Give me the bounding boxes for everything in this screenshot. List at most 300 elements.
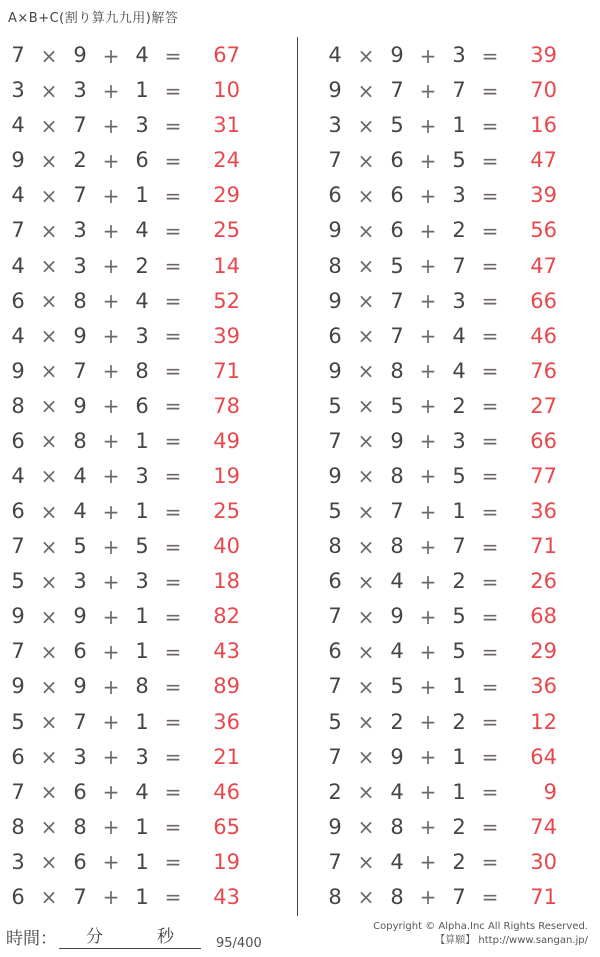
plus-operator: +: [102, 885, 120, 910]
operand-a: 7: [11, 779, 25, 804]
operand-b: 4: [390, 569, 404, 594]
plus-operator: +: [419, 289, 437, 314]
operand-a: 5: [11, 709, 25, 734]
answer-value: 36: [530, 499, 557, 524]
answer-value: 77: [530, 463, 557, 488]
operand-c: 7: [452, 534, 466, 559]
times-operator: ×: [357, 815, 375, 840]
operand-c: 2: [452, 709, 466, 734]
operand-c: 1: [135, 814, 149, 839]
plus-operator: +: [419, 394, 437, 419]
operand-b: 6: [390, 218, 404, 243]
times-operator: ×: [40, 534, 58, 559]
operand-c: 4: [135, 779, 149, 804]
times-operator: ×: [40, 850, 58, 875]
equals-operator: =: [481, 359, 499, 384]
answer-value: 19: [213, 463, 240, 488]
operand-a: 9: [328, 814, 342, 839]
minutes-label: 分: [86, 927, 103, 947]
times-operator: ×: [357, 780, 375, 805]
plus-operator: +: [419, 148, 437, 173]
plus-operator: +: [419, 885, 437, 910]
operand-a: 6: [328, 569, 342, 594]
operand-b: 7: [73, 113, 87, 138]
equals-operator: =: [164, 674, 182, 699]
answer-value: 40: [213, 534, 240, 559]
equation-row: [0, 494, 297, 529]
operand-c: 1: [452, 674, 466, 699]
answer-value: 46: [213, 779, 240, 804]
operand-b: 9: [390, 43, 404, 68]
times-operator: ×: [357, 534, 375, 559]
operand-a: 6: [11, 884, 25, 909]
operand-c: 5: [452, 604, 466, 629]
operand-a: 5: [11, 569, 25, 594]
equals-operator: =: [481, 815, 499, 840]
answer-value: 39: [213, 323, 240, 348]
equation-row: [0, 248, 297, 283]
operand-a: 6: [328, 639, 342, 664]
operand-b: 8: [73, 814, 87, 839]
operand-b: 4: [73, 463, 87, 488]
equals-operator: =: [481, 183, 499, 208]
equals-operator: =: [481, 639, 499, 664]
equation-row: [303, 634, 600, 669]
times-operator: ×: [40, 815, 58, 840]
answer-value: 71: [530, 534, 557, 559]
operand-b: 4: [390, 639, 404, 664]
operand-b: 2: [390, 709, 404, 734]
answer-value: 24: [213, 148, 240, 173]
answer-value: 25: [213, 218, 240, 243]
operand-b: 9: [390, 744, 404, 769]
equation-row: [303, 248, 600, 283]
equals-operator: =: [481, 429, 499, 454]
answer-value: 71: [213, 358, 240, 383]
operand-b: 5: [390, 113, 404, 138]
times-operator: ×: [40, 499, 58, 524]
equals-operator: =: [164, 850, 182, 875]
operand-b: 7: [390, 323, 404, 348]
times-operator: ×: [40, 254, 58, 278]
times-operator: ×: [357, 324, 375, 349]
copyright-block: [373, 920, 588, 948]
equation-row: [0, 38, 297, 73]
operand-a: 7: [328, 744, 342, 769]
equation-row: [0, 669, 297, 704]
equation-row: [303, 424, 600, 459]
answer-value: 39: [530, 183, 557, 208]
equation-row: [303, 284, 600, 319]
equals-operator: =: [481, 464, 499, 489]
plus-operator: +: [102, 780, 120, 805]
equals-operator: =: [481, 780, 499, 805]
operand-b: 7: [73, 183, 87, 208]
equation-row: [0, 389, 297, 424]
times-operator: ×: [40, 745, 58, 770]
times-operator: ×: [357, 569, 375, 594]
operand-a: 8: [328, 884, 342, 909]
plus-operator: +: [419, 43, 437, 68]
answer-value: 46: [530, 323, 557, 348]
operand-c: 2: [452, 849, 466, 874]
plus-operator: +: [102, 78, 120, 103]
operand-a: 5: [328, 709, 342, 734]
plus-operator: +: [102, 218, 120, 243]
equation-row: [303, 178, 600, 213]
plus-operator: +: [102, 289, 120, 314]
operand-a: 4: [11, 463, 25, 488]
answer-value: 52: [213, 288, 240, 313]
answer-value: 29: [530, 639, 557, 664]
operand-a: 9: [11, 674, 25, 699]
answer-value: 68: [530, 604, 557, 629]
answer-value: 9: [543, 779, 557, 804]
plus-operator: +: [102, 815, 120, 840]
times-operator: ×: [357, 183, 375, 208]
answer-value: 82: [213, 604, 240, 629]
operand-b: 6: [73, 639, 87, 664]
plus-operator: +: [419, 499, 437, 524]
equals-operator: =: [481, 745, 499, 770]
operand-c: 4: [135, 288, 149, 313]
operand-c: 2: [452, 814, 466, 839]
equation-row: [303, 319, 600, 354]
answer-value: 18: [213, 569, 240, 594]
answer-value: 25: [213, 499, 240, 524]
equation-row: [0, 143, 297, 178]
equals-operator: =: [164, 324, 182, 349]
operand-b: 9: [73, 393, 87, 418]
equals-operator: =: [164, 394, 182, 419]
equation-row: [303, 704, 600, 739]
times-operator: ×: [40, 885, 58, 910]
times-operator: ×: [357, 148, 375, 173]
operand-c: 1: [135, 604, 149, 629]
operand-c: 3: [135, 463, 149, 488]
operand-b: 6: [73, 779, 87, 804]
operand-b: 9: [390, 428, 404, 453]
answer-value: 12: [530, 709, 557, 734]
times-operator: ×: [40, 148, 58, 173]
operand-c: 6: [135, 393, 149, 418]
time-entry-area: [6, 922, 201, 949]
operand-c: 5: [135, 534, 149, 559]
answer-value: 56: [530, 218, 557, 243]
times-operator: ×: [357, 710, 375, 735]
plus-operator: +: [102, 429, 120, 454]
answer-value: 36: [530, 674, 557, 699]
operand-c: 3: [135, 323, 149, 348]
equation-row: [0, 599, 297, 634]
operand-b: 7: [390, 499, 404, 524]
operand-b: 6: [73, 849, 87, 874]
operand-b: 9: [73, 43, 87, 68]
operand-c: 8: [135, 674, 149, 699]
operand-a: 4: [11, 113, 25, 138]
answer-value: 74: [530, 814, 557, 839]
answer-value: 78: [213, 393, 240, 418]
plus-operator: +: [102, 183, 120, 208]
plus-operator: +: [419, 710, 437, 735]
operand-a: 5: [328, 393, 342, 418]
times-operator: ×: [40, 464, 58, 489]
answer-value: 49: [213, 428, 240, 453]
equals-operator: =: [481, 885, 499, 910]
plus-operator: +: [102, 324, 120, 349]
operand-a: 9: [11, 148, 25, 173]
equation-row: [0, 178, 297, 213]
operand-b: 7: [73, 709, 87, 734]
page-indicator: 95/400: [216, 936, 262, 951]
plus-operator: +: [419, 464, 437, 489]
operand-b: 9: [73, 674, 87, 699]
operand-b: 3: [73, 253, 87, 278]
plus-operator: +: [102, 604, 120, 629]
equation-row: [0, 810, 297, 845]
equals-operator: =: [481, 254, 499, 278]
plus-operator: +: [102, 639, 120, 664]
answer-value: 26: [530, 569, 557, 594]
equals-operator: =: [164, 254, 182, 278]
equation-row: [303, 143, 600, 178]
equals-operator: =: [164, 710, 182, 735]
copyright-line2: 【算願】 http://www.sangan.jp/: [435, 935, 588, 946]
answer-value: 14: [213, 253, 240, 278]
equals-operator: =: [481, 148, 499, 173]
plus-operator: +: [419, 359, 437, 384]
times-operator: ×: [40, 674, 58, 699]
equation-row: [0, 775, 297, 810]
operand-c: 2: [452, 569, 466, 594]
operand-a: 6: [328, 323, 342, 348]
plus-operator: +: [419, 639, 437, 664]
times-operator: ×: [357, 464, 375, 489]
operand-b: 7: [73, 358, 87, 383]
plus-operator: +: [419, 429, 437, 454]
operand-b: 3: [73, 78, 87, 103]
equation-row: [0, 459, 297, 494]
operand-b: 4: [73, 499, 87, 524]
plus-operator: +: [419, 780, 437, 805]
plus-operator: +: [419, 815, 437, 840]
operand-b: 4: [390, 849, 404, 874]
operand-c: 1: [452, 779, 466, 804]
equals-operator: =: [481, 78, 499, 103]
operand-c: 1: [135, 709, 149, 734]
answer-value: 19: [213, 849, 240, 874]
equals-operator: =: [164, 499, 182, 524]
operand-b: 8: [390, 358, 404, 383]
equation-row: [303, 564, 600, 599]
times-operator: ×: [40, 394, 58, 419]
times-operator: ×: [40, 639, 58, 664]
times-operator: ×: [40, 780, 58, 805]
operand-b: 5: [390, 674, 404, 699]
operand-c: 1: [135, 499, 149, 524]
operand-a: 7: [11, 639, 25, 664]
times-operator: ×: [357, 394, 375, 419]
answer-value: 21: [213, 744, 240, 769]
equals-operator: =: [164, 43, 182, 68]
operand-a: 8: [11, 393, 25, 418]
operand-c: 1: [135, 78, 149, 103]
times-operator: ×: [357, 604, 375, 629]
equation-row: [0, 740, 297, 775]
operand-b: 8: [73, 428, 87, 453]
operand-a: 5: [328, 499, 342, 524]
answer-value: 27: [530, 393, 557, 418]
times-operator: ×: [40, 289, 58, 314]
equation-row: [0, 564, 297, 599]
plus-operator: +: [419, 113, 437, 138]
operand-a: 9: [328, 288, 342, 313]
operand-c: 8: [135, 358, 149, 383]
times-operator: ×: [357, 499, 375, 524]
operand-b: 5: [390, 253, 404, 278]
answer-value: 47: [530, 253, 557, 278]
times-operator: ×: [40, 429, 58, 454]
operand-b: 8: [390, 534, 404, 559]
operand-b: 3: [73, 569, 87, 594]
operand-b: 5: [73, 534, 87, 559]
page-title: A×B+C(割り算九九用)解答: [8, 11, 179, 26]
operand-c: 3: [135, 569, 149, 594]
plus-operator: +: [102, 674, 120, 699]
times-operator: ×: [357, 78, 375, 103]
answer-value: 70: [530, 78, 557, 103]
equals-operator: =: [481, 218, 499, 243]
equation-row: [303, 845, 600, 880]
equals-operator: =: [164, 569, 182, 594]
plus-operator: +: [419, 850, 437, 875]
equation-row: [0, 529, 297, 564]
operand-c: 1: [452, 744, 466, 769]
equals-operator: =: [164, 78, 182, 103]
operand-a: 6: [328, 183, 342, 208]
operand-c: 6: [135, 148, 149, 173]
times-operator: ×: [357, 639, 375, 664]
answer-value: 43: [213, 639, 240, 664]
times-operator: ×: [40, 43, 58, 68]
answer-value: 29: [213, 183, 240, 208]
operand-c: 3: [135, 113, 149, 138]
plus-operator: +: [419, 78, 437, 103]
equation-row: [0, 213, 297, 248]
equation-column-right: [303, 38, 600, 915]
operand-c: 2: [452, 393, 466, 418]
plus-operator: +: [102, 850, 120, 875]
equation-row: [303, 494, 600, 529]
plus-operator: +: [102, 534, 120, 559]
plus-operator: +: [419, 604, 437, 629]
equals-operator: =: [164, 359, 182, 384]
operand-a: 8: [11, 814, 25, 839]
equation-row: [303, 880, 600, 915]
operand-b: 3: [73, 744, 87, 769]
plus-operator: +: [102, 394, 120, 419]
equation-row: [303, 389, 600, 424]
operand-a: 7: [328, 849, 342, 874]
equals-operator: =: [481, 569, 499, 594]
times-operator: ×: [357, 885, 375, 910]
equation-row: [303, 354, 600, 389]
operand-b: 6: [390, 148, 404, 173]
equation-row: [303, 775, 600, 810]
operand-b: 9: [390, 604, 404, 629]
plus-operator: +: [102, 710, 120, 735]
equals-operator: =: [164, 429, 182, 454]
operand-c: 5: [452, 148, 466, 173]
equation-row: [303, 108, 600, 143]
operand-a: 9: [328, 358, 342, 383]
operand-b: 2: [73, 148, 87, 173]
answer-value: 66: [530, 288, 557, 313]
answer-value: 47: [530, 148, 557, 173]
times-operator: ×: [357, 359, 375, 384]
equation-row: [0, 634, 297, 669]
equation-row: [303, 599, 600, 634]
equation-row: [0, 284, 297, 319]
operand-a: 9: [11, 604, 25, 629]
operand-a: 2: [328, 779, 342, 804]
answer-value: 71: [530, 884, 557, 909]
plus-operator: +: [419, 218, 437, 243]
operand-a: 4: [11, 253, 25, 278]
operand-c: 4: [452, 323, 466, 348]
operand-a: 7: [11, 43, 25, 68]
plus-operator: +: [102, 113, 120, 138]
equation-row: [0, 880, 297, 915]
times-operator: ×: [40, 604, 58, 629]
equals-operator: =: [164, 885, 182, 910]
equals-operator: =: [164, 780, 182, 805]
equals-operator: =: [481, 534, 499, 559]
equation-column-left: [0, 38, 297, 915]
equation-row: [303, 459, 600, 494]
plus-operator: +: [102, 43, 120, 68]
equation-row: [0, 108, 297, 143]
operand-c: 3: [135, 744, 149, 769]
equals-operator: =: [164, 815, 182, 840]
equals-operator: =: [164, 534, 182, 559]
equals-operator: =: [481, 710, 499, 735]
equation-row: [303, 73, 600, 108]
operand-b: 9: [73, 604, 87, 629]
operand-a: 3: [328, 113, 342, 138]
operand-a: 6: [11, 499, 25, 524]
equals-operator: =: [164, 113, 182, 138]
times-operator: ×: [357, 674, 375, 699]
equals-operator: =: [164, 639, 182, 664]
operand-a: 7: [328, 674, 342, 699]
operand-c: 1: [135, 183, 149, 208]
operand-c: 3: [452, 183, 466, 208]
equation-row: [303, 740, 600, 775]
plus-operator: +: [102, 464, 120, 489]
plus-operator: +: [102, 745, 120, 770]
answer-value: 39: [530, 43, 557, 68]
equation-row: [303, 38, 600, 73]
operand-a: 4: [328, 43, 342, 68]
operand-c: 7: [452, 78, 466, 103]
plus-operator: +: [102, 148, 120, 173]
answer-value: 64: [530, 744, 557, 769]
plus-operator: +: [102, 499, 120, 524]
equation-row: [0, 354, 297, 389]
plus-operator: +: [419, 534, 437, 559]
operand-b: 7: [73, 884, 87, 909]
